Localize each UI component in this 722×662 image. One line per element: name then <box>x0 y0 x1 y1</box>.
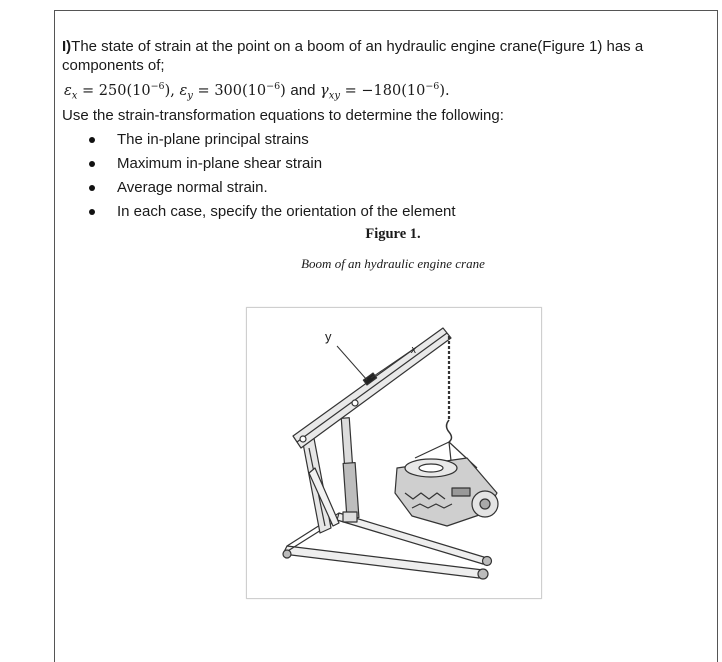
and-word: and <box>290 81 316 99</box>
strain-equation: $\varepsilon_x = 250(10^{-6})$, $\varepsilon_y = 300(10^{-6})$ and $\gamma_{xy} = -180(10^{-6})$. <box>64 81 450 102</box>
task-item-label: In each case, specify the orientation of the element <box>117 202 456 220</box>
gamma-xy-exp: −6 <box>425 81 440 92</box>
bullet-icon <box>89 137 95 143</box>
task-item <box>62 201 702 225</box>
problem-lead <box>62 37 702 75</box>
figure-title: Figure 1. <box>365 226 421 242</box>
eps-x-exp: −6 <box>150 81 165 92</box>
task-item <box>62 153 702 177</box>
figure-caption: Boom of an hydraulic engine crane <box>301 256 485 271</box>
task-item-label: Maximum in-plane shear strain <box>117 154 323 172</box>
problem-lead-text: The state of strain at the point on a boom of an hydraulic engine crane(Figure 1) has a components of; <box>62 38 644 74</box>
axis-x-label: x <box>411 344 417 356</box>
task-item <box>62 177 702 201</box>
crane-illustration <box>247 308 541 598</box>
instruction-text: Use the strain-transformation equations to determine the following: <box>62 106 504 124</box>
crane-base <box>283 513 492 579</box>
task-item-label: Average normal strain. <box>117 178 268 196</box>
hydraulic-cylinder <box>341 418 359 522</box>
crane-figure <box>246 307 542 599</box>
bullet-icon <box>89 185 95 191</box>
eps-y-value: 300(10 <box>214 82 267 99</box>
eps-y-exp: −6 <box>266 81 281 92</box>
gamma-xy-value: −180(10 <box>361 82 426 99</box>
problem-statement <box>62 37 702 225</box>
task-item-label: The in-plane principal strains <box>117 130 309 148</box>
problem-number: I) <box>62 38 72 55</box>
bullet-icon <box>89 209 95 215</box>
engine-block <box>395 458 498 526</box>
task-list <box>62 129 702 225</box>
axis-y-label: y <box>325 329 332 344</box>
crane-mast <box>302 433 339 533</box>
crane-boom <box>293 328 451 448</box>
bullet-icon <box>89 161 95 167</box>
task-item <box>62 129 702 153</box>
eps-x-value: 250(10 <box>98 82 151 99</box>
